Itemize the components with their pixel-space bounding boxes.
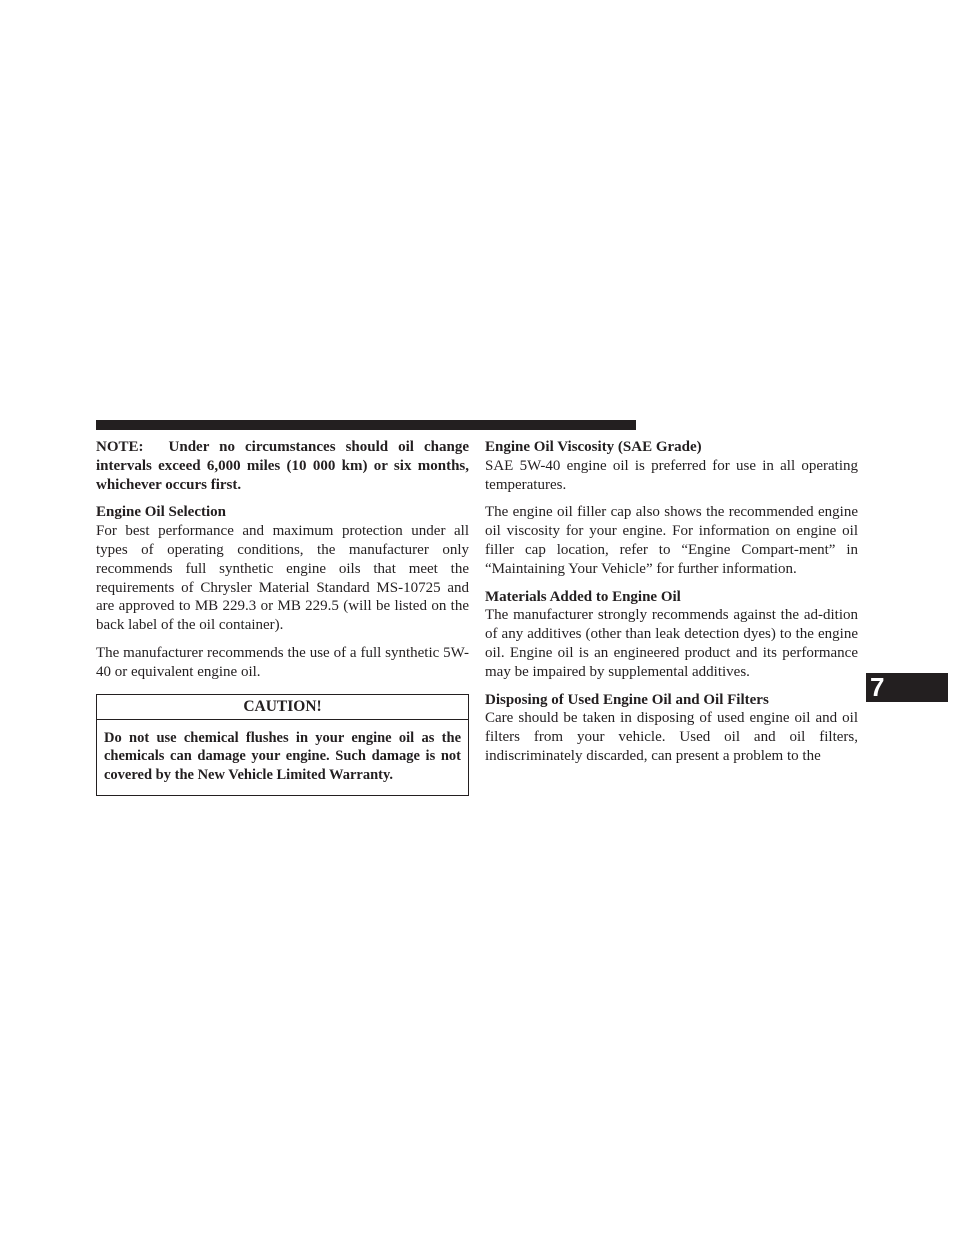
right-column [485,438,858,775]
recommendation-text: The manufacturer recommends the use of a full synthetic 5W-40 or equivalent engine oil. [96,644,469,680]
materials-text: The manufacturer strongly recommends against the ad-dition of any additives (other than leak detection dyes) to the engine oil. Engine oil is an engineered product and its performance may be impaired by supplemental additives. [485,607,858,680]
section-top-rule [96,420,636,430]
disposing-text: Care should be taken in disposing of used engine oil and oil filters from your vehicle. Used oil and oil filters, indiscriminately discarded, can present a problem to the [485,710,858,764]
chapter-number: 7 [870,672,885,702]
caution-title: CAUTION! [97,695,468,720]
caution-text: Do not use chemical flushes in your engine oil as the chemicals can damage your engine. Such damage is not covered by the New Vehicle Limited Warranty. [104,729,461,784]
filler-cap-text: The engine oil filler cap also shows the recommended engine oil viscosity for your engine. For information on engine oil filler cap location, refer to “Engine Compart-ment” in “Maintaining Your Vehicle” for further information. [485,504,858,577]
note-paragraph: NOTE: Under no circumstances should oil change intervals exceed 6,000 miles (10 000 km) or six months, whichever occurs first. [96,439,469,493]
chapter-tab [866,673,948,702]
viscosity-heading: Engine Oil Viscosity (SAE Grade) [485,439,702,455]
materials-heading: Materials Added to Engine Oil [485,588,681,605]
engine-oil-selection-heading: Engine Oil Selection [96,504,227,521]
disposing-heading: Disposing of Used Engine Oil and Oil Filters [485,691,769,708]
viscosity-text: SAE 5W-40 engine oil is preferred for use in all operating temperatures. [485,457,858,493]
caution-box [96,694,469,796]
left-column [96,438,469,796]
engine-oil-selection-text: For best performance and maximum protection under all types of operating conditions, the manufacturer only recommends full synthetic engine oils that meet the requirements of Chrysler Material Standard MS-10725 and are approved to MB 229.3 or MB 229.5 (will be listed on the back label of the oil container). [96,523,469,634]
